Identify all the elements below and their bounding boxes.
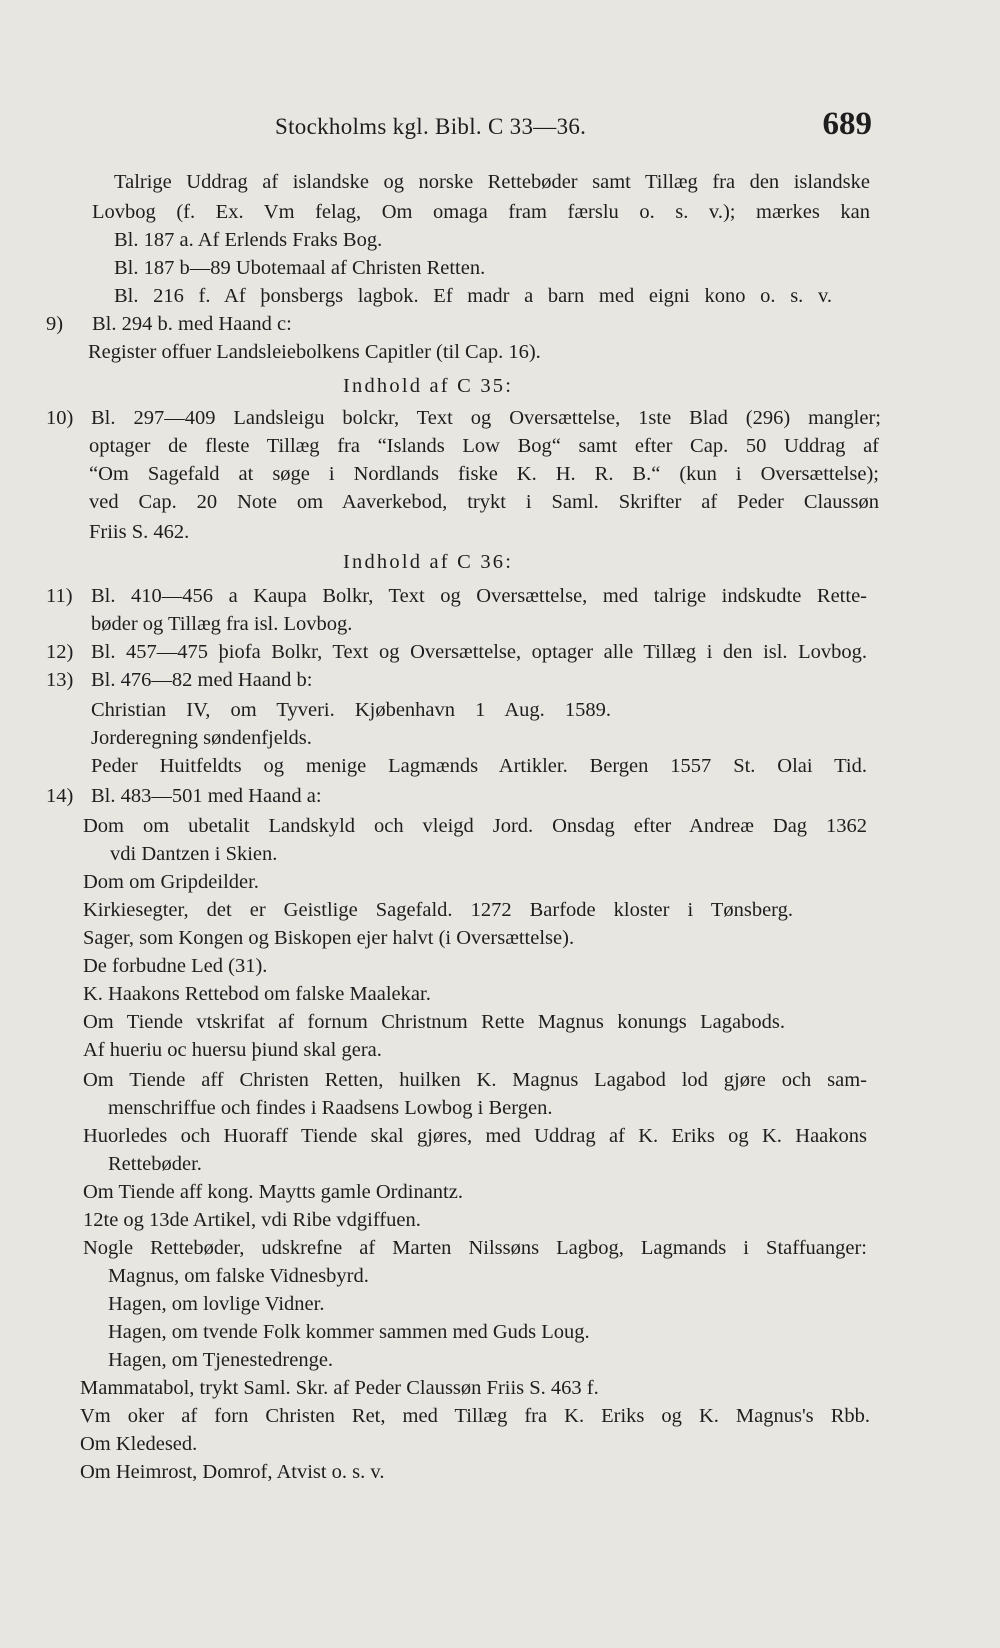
text-line: “Om Sagefald at søge i Nordlands fiske K. H. R. B.“ (kun i Oversættelse); [89,463,879,485]
text-line: ved Cap. 20 Note om Aaverkebod, trykt i Saml. Skrifter af Peder Claussøn [89,491,879,513]
entry-number: 12) [46,641,74,663]
text-line: Lovbog (f. Ex. Vm felag, Om omaga fram færslu o. s. v.); mærkes kan [92,201,870,223]
text-line: Hagen, om Tjenestedrenge. [108,1349,334,1371]
text-line: Om Tiende aff kong. Maytts gamle Ordinantz. [83,1181,463,1203]
text-line: Christian IV, om Tyveri. Kjøbenhavn 1 Aug. 1589. [91,699,611,721]
text-line: Dom om ubetalit Landskyld och vleigd Jord. Onsdag efter Andreæ Dag 1362 [83,815,867,837]
text-line: vdi Dantzen i Skien. [110,843,278,865]
text-line: Om Tiende vtskrifat af fornum Christnum Rette Magnus konungs Lagabods. [83,1011,785,1033]
text-line: Bl. 457—475 þiofa Bolkr, Text og Oversættelse, optager alle Tillæg i den isl. Lovbog. [91,641,867,663]
text-line: Bl. 476—82 med Haand b: [91,669,313,691]
text-line: Vm oker af forn Christen Ret, med Tillæg fra K. Eriks og K. Magnus's Rbb. [80,1405,870,1427]
text-line: De forbudne Led (31). [83,955,268,977]
section-heading: Indhold af C 36: [343,551,514,573]
entry-number: 13) [46,669,74,691]
section-heading: Indhold af C 35: [343,375,514,397]
text-line: Jorderegning søndenfjelds. [91,727,312,749]
text-line: Bl. 216 f. Af þonsbergs lagbok. Ef madr a barn med eigni kono o. s. v. [114,285,832,307]
text-line: bøder og Tillæg fra isl. Lovbog. [91,613,353,635]
text-line: Sager, som Kongen og Biskopen ejer halvt (i Oversættelse). [83,927,575,949]
text-line: Rettebøder. [108,1153,202,1175]
text-line: Bl. 187 a. Af Erlends Fraks Bog. [114,229,383,251]
text-line: Hagen, om lovlige Vidner. [108,1293,325,1315]
text-line: menschriffue och findes i Raadsens Lowbog i Bergen. [108,1097,553,1119]
text-line: Magnus, om falske Vidnesbyrd. [108,1265,369,1287]
text-line: optager de fleste Tillæg fra “Islands Low Bog“ samt efter Cap. 50 Uddrag af [89,435,879,457]
text-line: Bl. 410—456 a Kaupa Bolkr, Text og Oversættelse, med talrige indskudte Rette- [91,585,867,607]
entry-number: 9) [46,313,64,335]
text-line: Kirkiesegter, det er Geistlige Sagefald. 1272 Barfode kloster i Tønsberg. [83,899,793,921]
text-line: Bl. 294 b. med Haand c: [92,313,292,335]
text-line: K. Haakons Rettebod om falske Maalekar. [83,983,431,1005]
text-line: Hagen, om tvende Folk kommer sammen med Guds Loug. [108,1321,590,1343]
running-title: Stockholms kgl. Bibl. C 33—36. [275,114,587,139]
entry-number: 14) [46,785,74,807]
text-line: Om Kledesed. [80,1433,198,1455]
text-line: Huorledes och Huoraff Tiende skal gjøres, med Uddrag af K. Eriks og K. Haakons [83,1125,867,1147]
page-number: 689 [822,106,872,142]
text-line: Om Heimrost, Domrof, Atvist o. s. v. [80,1461,385,1483]
entry-number: 10) [46,407,74,429]
running-header [0,106,1000,150]
text-line: Register offuer Landsleiebolkens Capitler (til Cap. 16). [88,341,541,363]
text-line: Talrige Uddrag af islandske og norske Rettebøder samt Tillæg fra den islandske [114,171,870,193]
text-line: Om Tiende aff Christen Retten, huilken K. Magnus Lagabod lod gjøre och sam- [83,1069,867,1091]
text-line: Bl. 483—501 med Haand a: [91,785,322,807]
text-line: Friis S. 462. [89,521,190,543]
text-line: Dom om Gripdeilder. [83,871,259,893]
text-line: Peder Huitfeldts og menige Lagmænds Artikler. Bergen 1557 St. Olai Tid. [91,755,867,777]
text-line: 12te og 13de Artikel, vdi Ribe vdgiffuen. [83,1209,421,1231]
text-line: Nogle Rettebøder, udskrefne af Marten Nilssøns Lagbog, Lagmands i Staffuanger: [83,1237,867,1259]
entry-number: 11) [46,585,73,607]
text-line: Bl. 187 b—89 Ubotemaal af Christen Retten. [114,257,486,279]
text-line: Af hueriu oc huersu þiund skal gera. [83,1039,382,1061]
text-line: Mammatabol, trykt Saml. Skr. af Peder Claussøn Friis S. 463 f. [80,1377,599,1399]
text-line: Bl. 297—409 Landsleigu bolckr, Text og Oversættelse, 1ste Blad (296) mangler; [91,407,881,429]
